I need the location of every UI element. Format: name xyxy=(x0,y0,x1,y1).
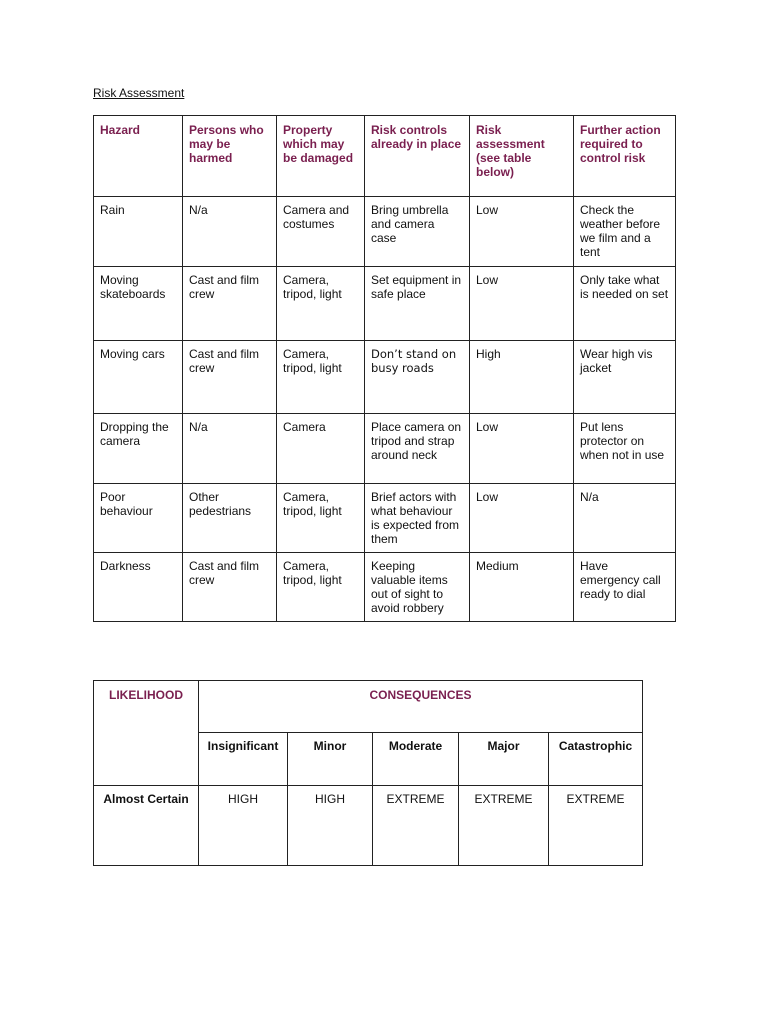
table-cell: Moving skateboards xyxy=(94,267,183,341)
table-cell: Set equipment in safe place xyxy=(365,267,470,341)
column-header-risk-assessment: Risk assessment (see table below) xyxy=(470,116,574,197)
table-cell: Check the weather before we film and a tent xyxy=(574,197,676,267)
matrix-header-row xyxy=(94,681,643,733)
column-header-risk-controls: Risk controls already in place xyxy=(365,116,470,197)
table-cell: Low xyxy=(470,267,574,341)
table-cell: Dropping the camera xyxy=(94,414,183,484)
table-row xyxy=(94,553,676,622)
table-cell: N/a xyxy=(183,414,277,484)
consequence-column-header: Insignificant xyxy=(199,733,288,786)
table-cell: Camera xyxy=(277,414,365,484)
table-row xyxy=(94,484,676,553)
table-cell: Darkness xyxy=(94,553,183,622)
table-cell: Have emergency call ready to dial xyxy=(574,553,676,622)
table-cell: Cast and film crew xyxy=(183,267,277,341)
table-header-row xyxy=(94,116,676,197)
table-cell: Bring umbrella and camera case xyxy=(365,197,470,267)
table-cell: Low xyxy=(470,484,574,553)
table-cell: High xyxy=(470,341,574,414)
consequences-header: CONSEQUENCES xyxy=(199,681,643,733)
table-cell: Don’t stand on busy roads xyxy=(365,341,470,414)
matrix-cell: EXTREME xyxy=(459,786,549,866)
table-cell: Poor behaviour xyxy=(94,484,183,553)
table-cell: Keeping valuable items out of sight to avoid robbery xyxy=(365,553,470,622)
likelihood-header: LIKELIHOOD xyxy=(94,681,199,786)
matrix-cell: EXTREME xyxy=(549,786,643,866)
table-row xyxy=(94,197,676,267)
table-cell: Camera, tripod, light xyxy=(277,484,365,553)
column-header-persons: Persons who may be harmed xyxy=(183,116,277,197)
table-cell: Medium xyxy=(470,553,574,622)
table-cell: Wear high vis jacket xyxy=(574,341,676,414)
table-cell: Cast and film crew xyxy=(183,553,277,622)
matrix-cell: EXTREME xyxy=(373,786,459,866)
likelihood-row-label: Almost Certain xyxy=(94,786,199,866)
matrix-row xyxy=(94,786,643,866)
table-cell: Moving cars xyxy=(94,341,183,414)
consequence-column-header: Minor xyxy=(288,733,373,786)
risk-matrix-table xyxy=(93,680,643,866)
consequence-column-header: Major xyxy=(459,733,549,786)
page-title: Risk Assessment xyxy=(93,86,185,100)
table-cell: Low xyxy=(470,414,574,484)
matrix-cell: HIGH xyxy=(288,786,373,866)
column-header-property: Property which may be damaged xyxy=(277,116,365,197)
matrix-cell: HIGH xyxy=(199,786,288,866)
table-cell: N/a xyxy=(183,197,277,267)
table-cell: Camera and costumes xyxy=(277,197,365,267)
risk-assessment-table xyxy=(93,115,676,622)
table-row xyxy=(94,414,676,484)
table-cell: Camera, tripod, light xyxy=(277,553,365,622)
table-row xyxy=(94,341,676,414)
column-header-further-action: Further action required to control risk xyxy=(574,116,676,197)
table-cell: Rain xyxy=(94,197,183,267)
table-cell: Only take what is needed on set xyxy=(574,267,676,341)
consequence-column-header: Catastrophic xyxy=(549,733,643,786)
table-cell: Put lens protector on when not in use xyxy=(574,414,676,484)
table-cell: Camera, tripod, light xyxy=(277,341,365,414)
table-row xyxy=(94,267,676,341)
column-header-hazard: Hazard xyxy=(94,116,183,197)
table-cell: N/a xyxy=(574,484,676,553)
table-cell: Other pedestrians xyxy=(183,484,277,553)
table-cell: Low xyxy=(470,197,574,267)
table-cell: Brief actors with what behaviour is expected from them xyxy=(365,484,470,553)
consequence-column-header: Moderate xyxy=(373,733,459,786)
table-cell: Place camera on tripod and strap around neck xyxy=(365,414,470,484)
table-cell: Cast and film crew xyxy=(183,341,277,414)
table-cell: Camera, tripod, light xyxy=(277,267,365,341)
